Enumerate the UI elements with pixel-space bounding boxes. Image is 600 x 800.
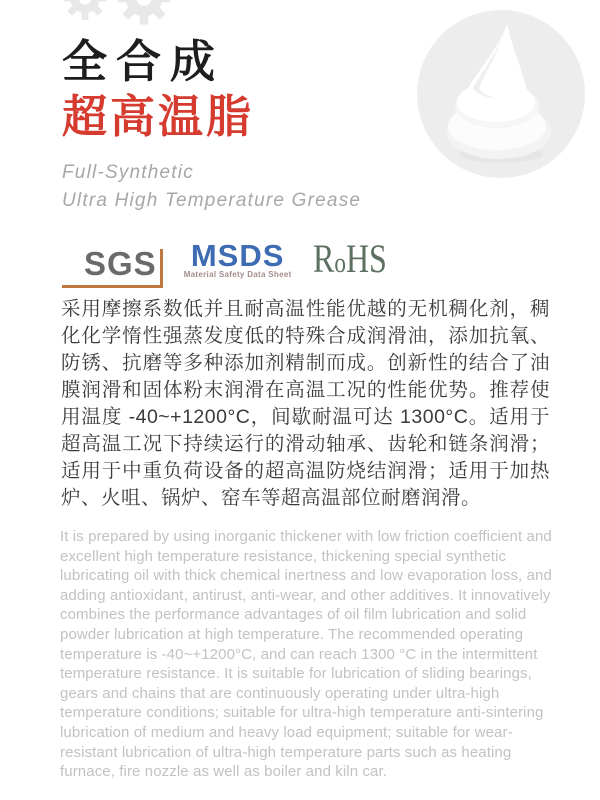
certification-logos [62,236,405,288]
rohs-label-r: R [312,236,334,281]
description-english: It is prepared by using inorganic thickener with low friction coefficient and excellent high temperature resistance, thickening special synthetic lubricating oil with thick chemical inertness and low evaporation loss, and adding antioxidant, antirust, anti-wear, and other additives. It innovatively combines the performance advantages of oil film lubrication and solid powder lubrication at high temperature. The recommended operating temperature is -40~+1200°C, and can reach 1300 °C in the intermittent temperature resistance. It is suitable for lubrication of sliding bearings, gears and chains that are continuously operating under ultra-high temperature conditions; suitable for ultra-high temperature anti-sintering lubrication of medium and heavy load equipment; suitable for wear-resistant lubrication of ultra-high temperature parts such as heating furnace, fire nozzle as well as boiler and kiln car. [60,528,552,781]
gear-decoration [58,0,198,27]
rohs-logo [312,236,387,288]
gear-icon [116,0,172,26]
grease-swirl-image [417,8,585,180]
product-title-cn-line1: 全合成 [62,36,225,87]
sgs-label: SGS [84,245,157,282]
subtitle-line2: Ultra High Temperature Grease [62,190,362,211]
rohs-label-hs: HS [345,236,387,281]
rohs-label-o: o [333,247,346,279]
product-title-cn-line2: 超高温脂 [62,91,255,142]
msds-label: MSDS [190,238,285,273]
msds-sublabel: Material Safety Data Sheet [183,270,292,279]
gear-icon [62,0,108,21]
subtitle-line1: Full-Synthetic [62,162,194,183]
product-photo [417,8,585,180]
header [62,34,402,215]
description-chinese: 采用摩擦系数低并且耐高温性能优越的无机稠化剂，稠化化学惰性强蒸发度低的特殊合成润滑油，添加抗氧、防锈、抗磨等多种添加剂精制而成。创新性的结合了油膜润滑和固体粉末润滑在高温工况的性能优势。推荐使用温度 -40~+1200°C，间歇耐温可达 1300°C。适用于超高温工况下持续运行的滑动轴承、齿轮和链条润滑；适用于中重负荷设备的超高温防烧结润滑；适用于加热炉、火咀、锅炉、窑车等超高温部位耐磨润滑。 [61,298,550,509]
sgs-logo [62,247,163,288]
msds-logo [183,238,292,288]
product-subtitle-en [62,159,402,215]
sgs-logo-bar [160,249,163,288]
